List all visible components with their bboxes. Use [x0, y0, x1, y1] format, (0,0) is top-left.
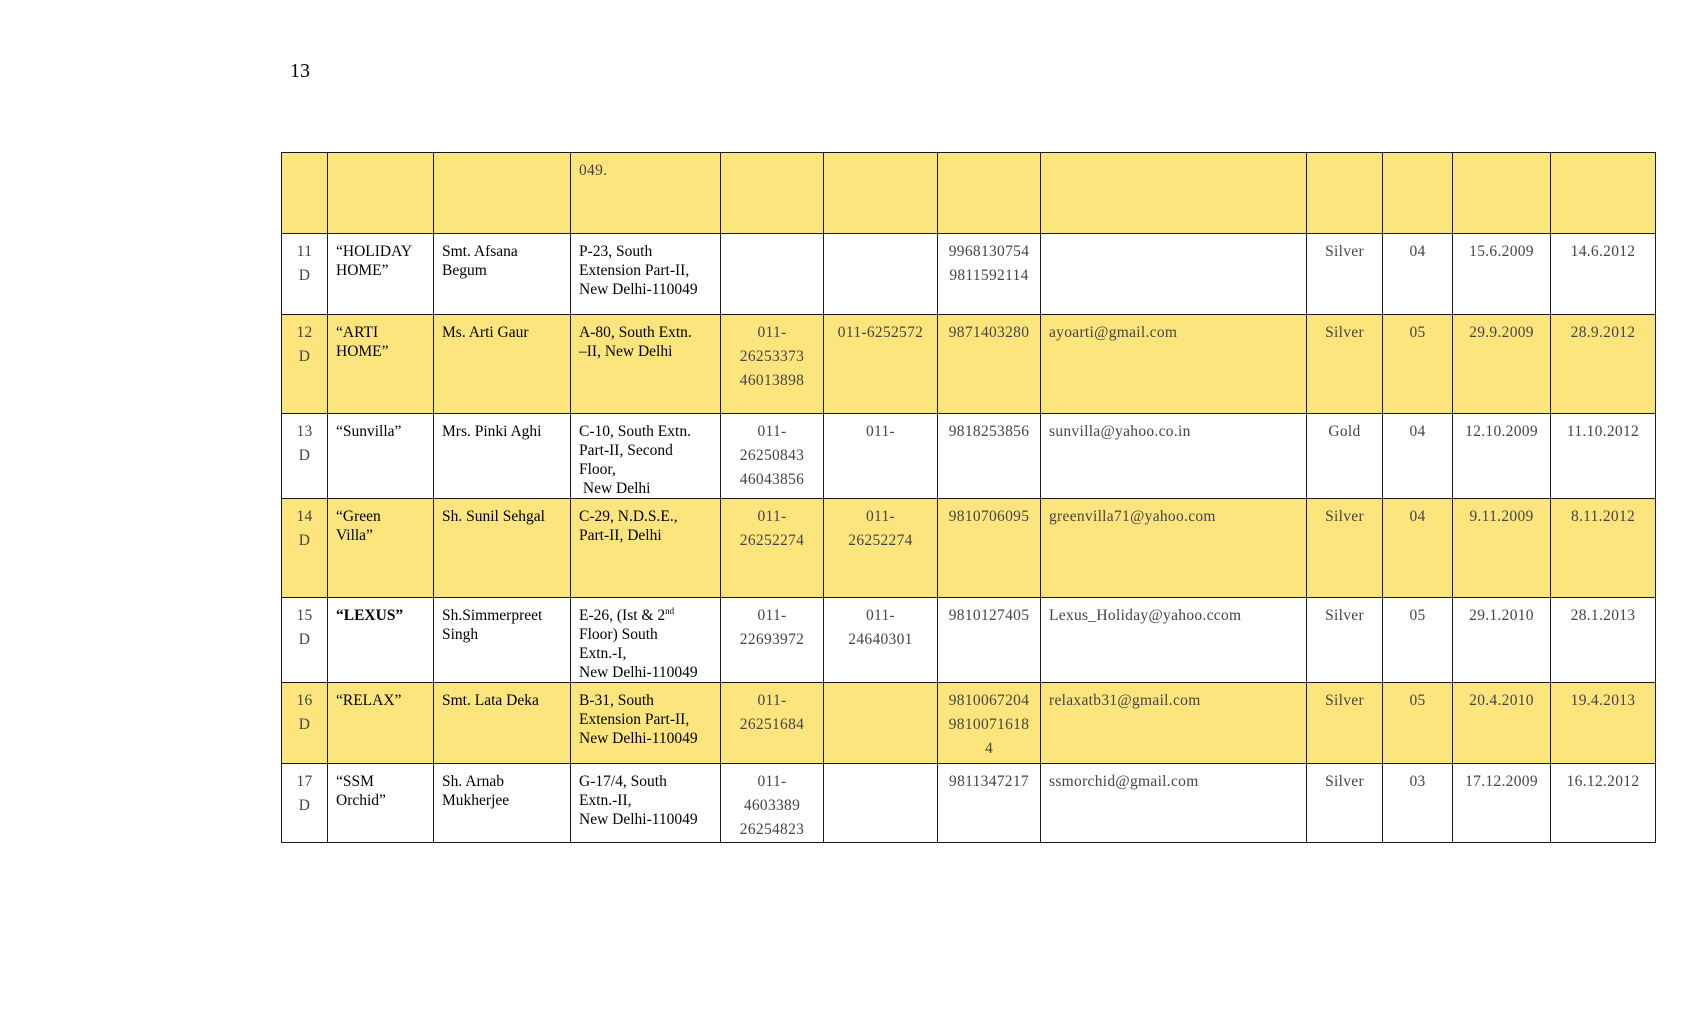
address-line: A-80, South Extn.: [579, 324, 692, 341]
cell-phone: [721, 683, 824, 764]
room-count: 05: [1409, 324, 1426, 341]
email-address: sunvilla@yahoo.co.in: [1049, 423, 1191, 440]
owner-name: Smt. Lata Deka: [442, 692, 539, 709]
cell-phone: [721, 414, 824, 499]
valid-to-date: 28.1.2013: [1570, 607, 1636, 624]
cell-category: [1307, 414, 1383, 499]
continuation-row: [282, 153, 1656, 234]
cell-owner: [434, 153, 571, 234]
cell-rooms: [1383, 315, 1453, 414]
owner-name: Ms. Arti Gaur: [442, 324, 529, 341]
address-line: Floor) South: [579, 626, 658, 643]
room-count: 05: [1409, 607, 1426, 624]
phone-numbers: [729, 689, 815, 737]
phone-number: 011-: [757, 508, 787, 525]
cell-owner: [434, 234, 571, 315]
cell-mobile: [938, 153, 1041, 234]
phone-number: 26251684: [739, 716, 805, 733]
cell-rooms: [1383, 499, 1453, 598]
cell-sno: [282, 414, 328, 499]
cell-valid-to: [1551, 499, 1656, 598]
owner-name: Mukherjee: [442, 792, 510, 809]
cell-name: [328, 764, 434, 843]
room-count: 05: [1409, 692, 1426, 709]
guest-house-name: Villa”: [336, 527, 373, 544]
room-count: 03: [1409, 773, 1426, 790]
address-line: C-29, N.D.S.E.,: [579, 508, 678, 525]
serial-number-line: 12: [296, 324, 313, 341]
phone-number: 26250843: [739, 447, 805, 464]
address-line: C-10, South Extn.: [579, 423, 691, 440]
address-line: Extension Part-II,: [579, 711, 690, 728]
cell-sno: [282, 234, 328, 315]
mobile-number: 9810706095: [948, 508, 1030, 525]
email-address: ssmorchid@gmail.com: [1049, 773, 1199, 790]
fax-numbers: [832, 321, 929, 345]
cell-valid-from: [1453, 764, 1551, 843]
fax-numbers: [832, 604, 929, 652]
cell-phone: [721, 598, 824, 683]
cell-valid-to: [1551, 234, 1656, 315]
table-row: [282, 764, 1656, 843]
phone-number: 011-: [757, 607, 787, 624]
serial-number-line: D: [298, 716, 311, 733]
owner-name: Smt. Afsana: [442, 243, 518, 260]
address-line: Extension Part-II,: [579, 262, 690, 279]
serial-number-line: 11: [296, 243, 313, 260]
table-row: [282, 414, 1656, 499]
phone-number: 26253373: [739, 348, 805, 365]
serial-number-line: D: [298, 631, 311, 648]
cell-address: [571, 414, 721, 499]
cell-name: [328, 499, 434, 598]
mobile-numbers: [946, 321, 1032, 345]
address-line: Extn.-II,: [579, 792, 632, 809]
room-count: 04: [1409, 423, 1426, 440]
address-text: E-26, (Ist & 2: [579, 607, 666, 624]
cell-phone: [721, 153, 824, 234]
cell-valid-from: [1453, 315, 1551, 414]
table-row: [282, 598, 1656, 683]
address-line: Part-II, Second: [579, 442, 673, 459]
valid-to-date: 14.6.2012: [1570, 243, 1636, 260]
cell-email: [1041, 414, 1307, 499]
owner-name: Singh: [442, 626, 479, 643]
mobile-number: 9810127405: [948, 607, 1030, 624]
cell-valid-from: [1453, 234, 1551, 315]
phone-number: 46043856: [739, 471, 805, 488]
cell-fax: [824, 683, 938, 764]
owner-name: Begum: [442, 262, 487, 279]
cell-fax: [824, 153, 938, 234]
owner-name: Mrs. Pinki Aghi: [442, 423, 542, 440]
cell-valid-from: [1453, 598, 1551, 683]
owner-name: Sh. Arnab: [442, 773, 504, 790]
cell-mobile: [938, 598, 1041, 683]
serial-number-line: D: [298, 348, 311, 365]
mobile-numbers: [946, 604, 1032, 628]
cell-email: [1041, 764, 1307, 843]
owner-name: Sh. Sunil Sehgal: [442, 508, 545, 525]
cell-fax: [824, 764, 938, 843]
category-badge: Silver: [1325, 324, 1364, 341]
guest-house-name: “HOLIDAY: [336, 243, 413, 260]
table-row: [282, 499, 1656, 598]
category-badge: Silver: [1325, 508, 1364, 525]
cell-mobile: [938, 499, 1041, 598]
cell-rooms: [1383, 234, 1453, 315]
cell-address: [571, 315, 721, 414]
guest-house-name: HOME”: [336, 343, 389, 360]
phone-number: 26254823: [739, 821, 805, 838]
phone-numbers: [729, 420, 815, 492]
address-line: New Delhi-110049: [579, 730, 698, 747]
cell-name: [328, 683, 434, 764]
cell-sno: [282, 598, 328, 683]
serial-number: [290, 505, 319, 553]
cell-category: [1307, 598, 1383, 683]
guest-house-name: HOME”: [336, 262, 389, 279]
guest-house-name: “LEXUS”: [336, 607, 404, 624]
cell-fax: [824, 414, 938, 499]
cell-sno: [282, 153, 328, 234]
cell-valid-from: [1453, 683, 1551, 764]
address-line: Part-II, Delhi: [579, 527, 662, 544]
cell-valid-from: [1453, 499, 1551, 598]
cell-valid-to: [1551, 153, 1656, 234]
category-badge: Silver: [1325, 692, 1364, 709]
serial-number: [290, 240, 319, 288]
cell-mobile: [938, 683, 1041, 764]
cell-mobile: [938, 414, 1041, 499]
address-line: Extn.-I,: [579, 645, 627, 662]
cell-address: [571, 683, 721, 764]
serial-number-line: 15: [296, 607, 313, 624]
cell-owner: [434, 683, 571, 764]
cell-fax: [824, 315, 938, 414]
room-count: 04: [1409, 243, 1426, 260]
phone-number: 26252274: [739, 532, 805, 549]
address-line: New Delhi-110049: [579, 664, 698, 681]
cell-email: [1041, 683, 1307, 764]
valid-from-date: 12.10.2009: [1465, 423, 1538, 440]
fax-number: 011-: [865, 607, 896, 624]
fax-number: 011-6252572: [837, 324, 924, 341]
cell-email: [1041, 499, 1307, 598]
serial-number-line: D: [298, 447, 311, 464]
guest-house-name: “ARTI: [336, 324, 379, 341]
cell-rooms: [1383, 598, 1453, 683]
phone-number: 011-: [757, 773, 787, 790]
email-address: relaxatb31@gmail.com: [1049, 692, 1201, 709]
cell-email: [1041, 315, 1307, 414]
address-line: New Delhi: [579, 480, 651, 497]
cell-owner: [434, 414, 571, 499]
valid-from-date: 20.4.2010: [1469, 692, 1534, 709]
serial-number: [290, 321, 319, 369]
cell-owner: [434, 598, 571, 683]
category-badge: Silver: [1325, 607, 1364, 624]
category-badge: Silver: [1325, 243, 1364, 260]
cell-fax: [824, 234, 938, 315]
phone-number: 011-: [757, 324, 787, 341]
valid-to-date: 8.11.2012: [1570, 508, 1636, 525]
cell-name: [328, 315, 434, 414]
cell-fax: [824, 499, 938, 598]
address-line: New Delhi-110049: [579, 811, 698, 828]
guest-house-name: “Green: [336, 508, 381, 525]
fax-number: 24640301: [848, 631, 913, 648]
mobile-number: 9871403280: [948, 324, 1030, 341]
guest-house-name: “RELAX”: [336, 692, 402, 709]
cell-valid-to: [1551, 315, 1656, 414]
cell-phone: [721, 499, 824, 598]
serial-number: [290, 604, 319, 652]
address-line: –II, New Delhi: [579, 343, 673, 360]
guest-house-name: “SSM: [336, 773, 374, 790]
cell-email: [1041, 598, 1307, 683]
serial-number-line: D: [298, 532, 311, 549]
address-line: Floor,: [579, 461, 616, 478]
valid-from-date: 17.12.2009: [1465, 773, 1538, 790]
guest-house-name: Orchid”: [336, 792, 386, 809]
mobile-number: 9811592114: [949, 267, 1029, 284]
cell-category: [1307, 683, 1383, 764]
address-line: G-17/4, South: [579, 773, 667, 790]
serial-number-line: 17: [296, 773, 313, 790]
cell-name: [328, 414, 434, 499]
address-continuation: 049.: [579, 162, 608, 179]
mobile-numbers: [946, 770, 1032, 794]
guest-house-name: “Sunvilla”: [336, 423, 402, 440]
fax-number: 011-: [865, 423, 896, 440]
valid-to-date: 16.12.2012: [1566, 773, 1640, 790]
serial-number-line: 16: [296, 692, 313, 709]
mobile-numbers: [946, 505, 1032, 529]
valid-from-date: 15.6.2009: [1469, 243, 1534, 260]
cell-sno: [282, 499, 328, 598]
serial-number-line: D: [298, 267, 311, 284]
cell-valid-from: [1453, 153, 1551, 234]
cell-name: [328, 153, 434, 234]
serial-number-line: 13: [296, 423, 313, 440]
cell-mobile: [938, 315, 1041, 414]
cell-sno: [282, 764, 328, 843]
valid-to-date: 28.9.2012: [1570, 324, 1636, 341]
address-line: New Delhi-110049: [579, 281, 698, 298]
cell-sno: [282, 683, 328, 764]
ordinal-suffix: nd: [665, 605, 675, 616]
mobile-number: 9811347217: [949, 773, 1029, 790]
serial-number: [290, 689, 319, 737]
address-line: P-23, South: [579, 243, 653, 260]
cell-category: [1307, 315, 1383, 414]
bed-and-breakfast-registry-table: [281, 152, 1656, 843]
category-badge: Gold: [1328, 423, 1361, 440]
mobile-number: 9818253856: [948, 423, 1030, 440]
cell-sno: [282, 315, 328, 414]
cell-address: [571, 764, 721, 843]
phone-number: 46013898: [739, 372, 805, 389]
page-number: 13: [290, 60, 310, 82]
cell-phone: [721, 234, 824, 315]
valid-from-date: 29.9.2009: [1469, 324, 1534, 341]
mobile-number: 9810071618: [948, 716, 1030, 733]
phone-numbers: [729, 604, 815, 652]
cell-name: [328, 598, 434, 683]
cell-owner: [434, 499, 571, 598]
fax-number: 26252274: [848, 532, 913, 549]
mobile-numbers: [946, 420, 1032, 444]
cell-rooms: [1383, 414, 1453, 499]
email-address: greenvilla71@yahoo.com: [1049, 508, 1216, 525]
phone-numbers: [729, 770, 815, 842]
cell-valid-to: [1551, 683, 1656, 764]
valid-to-date: 19.4.2013: [1570, 692, 1636, 709]
valid-from-date: 29.1.2010: [1469, 607, 1534, 624]
cell-address: [571, 598, 721, 683]
cell-valid-from: [1453, 414, 1551, 499]
cell-phone: [721, 315, 824, 414]
table-row: [282, 234, 1656, 315]
phone-number: 4603389: [743, 797, 801, 814]
cell-address: [571, 499, 721, 598]
cell-category: [1307, 234, 1383, 315]
cell-valid-to: [1551, 598, 1656, 683]
valid-to-date: 11.10.2012: [1566, 423, 1640, 440]
category-badge: Silver: [1325, 773, 1364, 790]
cell-owner: [434, 315, 571, 414]
table-row: [282, 315, 1656, 414]
cell-address: [571, 153, 721, 234]
owner-name: Sh.Simmerpreet: [442, 607, 543, 624]
table-row: [282, 683, 1656, 764]
serial-number-line: 14: [296, 508, 313, 525]
mobile-numbers: [946, 240, 1032, 288]
serial-number: [290, 420, 319, 468]
serial-number-line: D: [298, 797, 311, 814]
cell-rooms: [1383, 764, 1453, 843]
mobile-numbers: [946, 689, 1032, 761]
serial-number: [290, 770, 319, 818]
cell-fax: [824, 598, 938, 683]
phone-number: 011-: [757, 692, 787, 709]
cell-mobile: [938, 764, 1041, 843]
mobile-number: 9968130754: [948, 243, 1030, 260]
mobile-number: 9810067204: [948, 692, 1030, 709]
fax-number: 011-: [865, 508, 896, 525]
phone-numbers: [729, 505, 815, 553]
cell-phone: [721, 764, 824, 843]
email-address: ayoarti@gmail.com: [1049, 324, 1178, 341]
cell-email: [1041, 234, 1307, 315]
cell-category: [1307, 153, 1383, 234]
fax-numbers: [832, 420, 929, 444]
address-line: [579, 606, 712, 625]
cell-valid-to: [1551, 414, 1656, 499]
cell-rooms: [1383, 683, 1453, 764]
cell-name: [328, 234, 434, 315]
cell-email: [1041, 153, 1307, 234]
cell-category: [1307, 764, 1383, 843]
email-address: Lexus_Holiday@yahoo.ccom: [1049, 607, 1242, 624]
cell-mobile: [938, 234, 1041, 315]
cell-rooms: [1383, 153, 1453, 234]
cell-address: [571, 234, 721, 315]
phone-number: 22693972: [739, 631, 805, 648]
cell-owner: [434, 764, 571, 843]
cell-category: [1307, 499, 1383, 598]
room-count: 04: [1409, 508, 1426, 525]
address-line: B-31, South: [579, 692, 654, 709]
cell-valid-to: [1551, 764, 1656, 843]
phone-number: 011-: [757, 423, 787, 440]
fax-numbers: [832, 505, 929, 553]
valid-from-date: 9.11.2009: [1469, 508, 1534, 525]
phone-numbers: [729, 321, 815, 393]
mobile-number: 4: [984, 740, 994, 757]
